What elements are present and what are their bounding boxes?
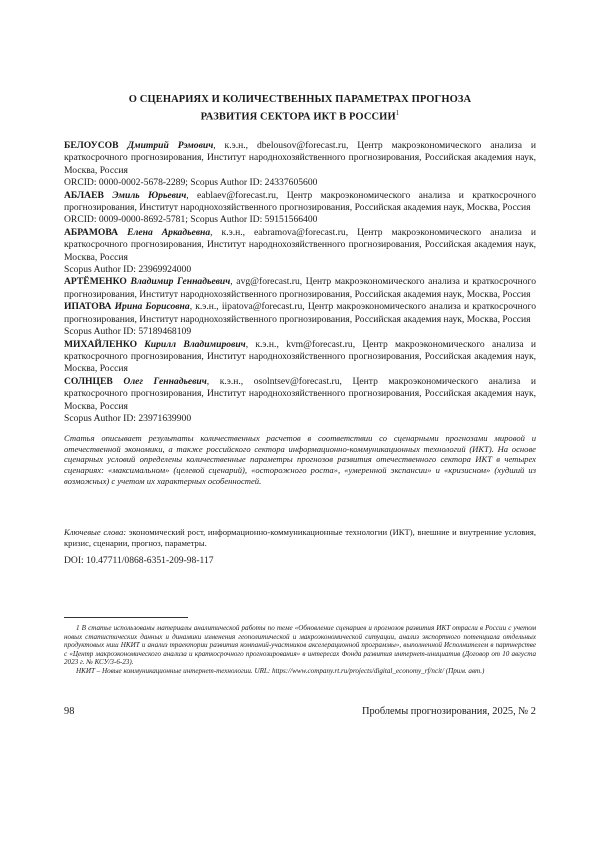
footnote-1: 1 В статье использованы материалы аналитической работы по теме «Обновление сценариев и прогнозов развития ИКТ отрасли в России с учетом новых статистических данных и динамики изменения геополитической и макроэкономической ситуации, анализ экспортного потенциала отдельных продуктовых ниш НКИТ и анализ траектории развития компаний-участников акселерационной программы», выполненной Исполнителем в партнерстве с «Центр макроэкономического анализа и краткосрочного прогнозирования» в интересах Фонда развития интернет-инициатив (Договор от 10 августа 2023 г. № КСУ/3-6-23). [64,624,536,667]
author-entry [64,140,536,190]
title-line-1: О СЦЕНАРИЯХ И КОЛИЧЕСТВЕННЫХ ПАРАМЕТРАХ ПРОГНОЗА [128,94,472,105]
authors-block [64,140,536,425]
author-surname: МИХАЙЛЕНКО [64,338,138,350]
author-surname: АБРАМОВА [64,226,119,238]
footnote-divider [64,617,188,618]
keywords-label: Ключевые слова: [64,527,127,537]
abstract: Статья описывает результаты количественных расчетов в соответствии со сценарными прогнозами мировой и отечественной экономики, а также российского сектора информационно-коммуникационных технологий (ИКТ). На основе сценарных условий определены количественные параметры прогнозов развития отечественного сектора ИКТ в четырех сценариях: «максимальном» (целевой сценарий), «осторожного роста», «умеренной экспансии» и «кризисном» (худший из возможных) с учетом их характерных особенностей. [64,433,536,486]
author-details: , avg@forecast.ru, Центр макроэкономического анализа и краткосрочного прогнозирования, Институт народнохозяйственного прогнозирования, Российская академия наук, Москва, Россия [64,276,536,300]
author-surname: СОЛНЦЕВ [64,375,113,387]
author-details: , к.э.н., osolntsev@forecast.ru, Центр макроэкономического анализа и краткосрочного прогнозирования, Институт народнохозяйственного прогнозирования, Российская академия наук, Москва, Россия [64,375,537,412]
author-details: , к.э.н., iipatova@forecast.ru, Центр макроэкономического анализа и краткосрочного прогнозирования, Институт народнохозяйственного прогнозирования, Российская академия наук, Москва, Россия [64,301,536,325]
journal-name: Проблемы прогнозирования, 2025, № 2 [361,706,536,717]
author-details: , к.э.н., eabramova@forecast.ru, Центр макроэкономического анализа и краткосрочного прогнозирования, Институт народнохозяйственного прогнозирования, Российская академия наук, Москва, Россия [64,226,536,263]
keywords [64,527,536,548]
footnotes [64,624,536,676]
author-entry [64,339,536,376]
author-details: , к.э.н., dbelousov@forecast.ru, Центр макроэкономического анализа и краткосрочного прогнозирования, Институт народнохозяйственного прогнозирования, Российская академия наук, Москва, Россия [64,140,536,176]
author-ids: Scopus Author ID: 23969924000 [64,264,192,276]
title-line-2 [60,107,540,124]
author-surname: ИПАТОВА [64,301,112,313]
author-ids: ORCID: 0009-0000-8692-5781; Scopus Author ID: 59151566400 [64,214,318,226]
article-title [60,93,540,124]
keywords-text: экономический рост, информационно-коммуникационные технологии (ИКТ), внешние и внутренние условия, кризис, сценарии, прогноз, параметры. [64,527,536,548]
author-surname: АРТЁМЕНКО [64,276,127,288]
footnote-2: НКИТ – Новые коммуникационные интернет-технологии. URL: https://www.company.rt.ru/projects/digital_economy_rf/ncit/ (Прим. авт.) [76,666,485,675]
author-surname: АБЛАЕВ [64,189,104,201]
author-given-name: Ирина Борисовна [114,301,190,313]
author-given-name: Елена Аркадьевна [127,226,211,238]
title-footnote-mark: 1 [395,108,400,117]
author-details: , eablaev@forecast.ru, Центр макроэкономического анализа и краткосрочного прогнозирования, Институт народнохозяйственного прогнозирования, Российская академия наук, Москва, Россия [64,189,536,214]
author-entry [64,227,536,277]
author-given-name: Кирилл Владимирович [144,338,246,350]
author-given-name: Дмитрий Рэмович [127,140,214,151]
page-number: 98 [64,706,75,717]
author-surname: БЕЛОУСОВ [64,140,119,151]
author-ids: ORCID: 0000-0002-5678-2289; Scopus Author ID: 24337605600 [64,177,318,189]
author-given-name: Владимир Геннадьевич [130,276,231,288]
author-details: , к.э.н., kvm@forecast.ru, Центр макроэкономического анализа и краткосрочного прогнозирования, Институт народнохозяйственного прогнозирования, Российская академия наук, Москва, Россия [64,338,537,375]
title-line-2-text: РАЗВИТИЯ СЕКТОРА ИКТ В РОССИИ [200,111,396,122]
author-given-name: Эмиль Юрьевич [112,189,187,201]
author-given-name: Олег Геннадьевич [123,375,207,387]
author-ids: Scopus Author ID: 57189468109 [64,326,192,338]
author-entry [64,376,536,426]
author-entry [64,301,536,338]
author-ids: Scopus Author ID: 23971639900 [64,412,192,424]
author-entry [64,276,536,301]
doi: DOI: 10.47711/0868-6351-209-98-117 [64,555,214,566]
author-entry [64,190,536,227]
